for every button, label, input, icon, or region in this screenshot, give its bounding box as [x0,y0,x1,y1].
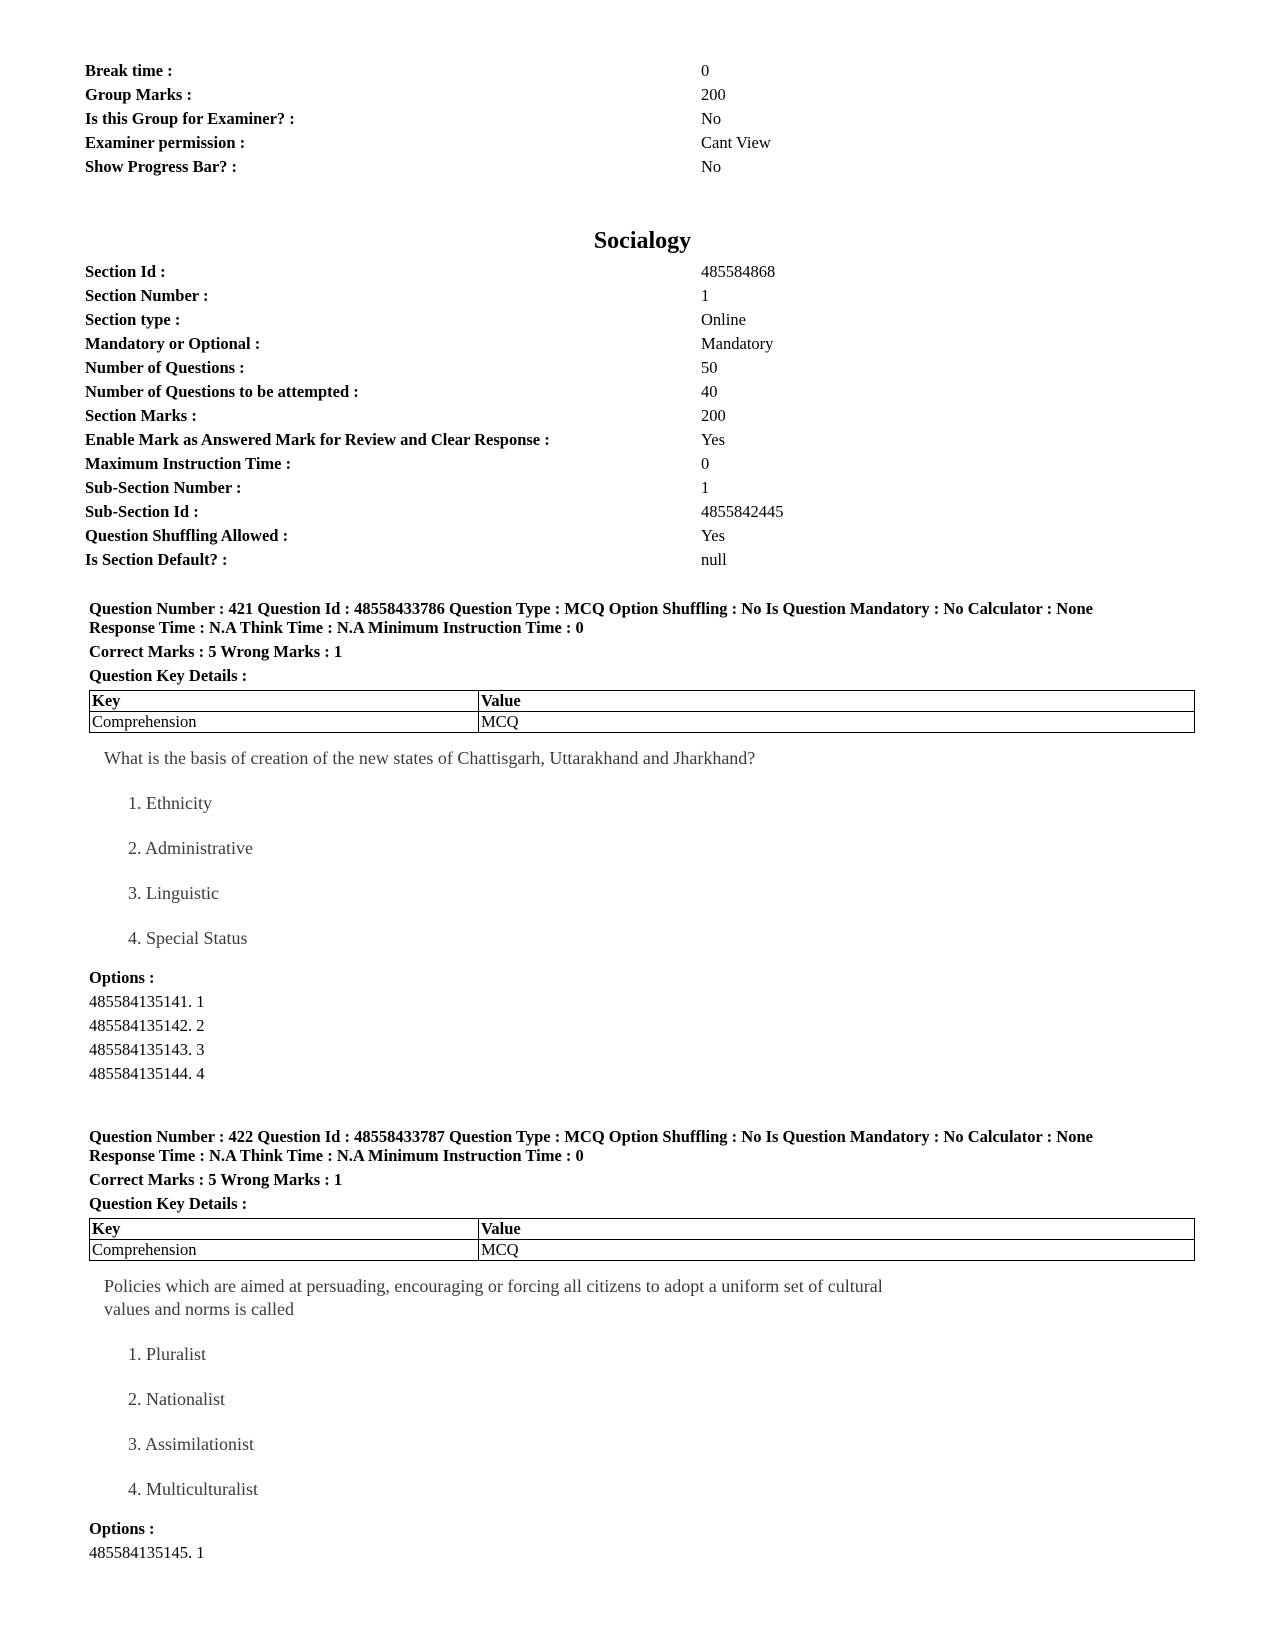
question-block [89,599,1199,1086]
question-header-line: Question Number : 422 Question Id : 48558433787 Question Type : MCQ Option Shuffling : No Is Question Mandatory : No Calculator : None [89,1127,1093,1146]
table-header-row [90,691,1195,712]
section-info-row [85,332,1185,356]
section-info-row [85,524,1185,548]
options-label: Options : [89,968,155,987]
info-value: 200 [701,85,726,104]
question-block [89,1127,1199,1565]
section-info [85,260,1185,572]
key-details-table [89,690,1195,733]
info-key: Number of Questions : [85,358,245,377]
info-key: Section Marks : [85,406,197,425]
info-key: Enable Mark as Answered Mark for Review and Clear Response : [85,430,550,449]
group-info-row [85,107,1185,131]
info-key: Section Number : [85,286,209,305]
question-header-line: Response Time : N.A Think Time : N.A Minimum Instruction Time : 0 [89,1146,584,1165]
question-text-line: values and norms is called [104,1299,294,1319]
info-value: 4855842445 [701,502,784,521]
info-value: 1 [701,286,710,305]
info-key: Section Id : [85,262,166,281]
key-details-table [89,1218,1195,1261]
question-header [89,1127,1199,1165]
key-details-label: Question Key Details : [89,666,248,685]
table-cell: MCQ [479,1240,1195,1261]
section-info-row [85,284,1185,308]
question-header-line: Response Time : N.A Think Time : N.A Minimum Instruction Time : 0 [89,618,584,637]
info-key: Sub-Section Id : [85,502,199,521]
choice-item: 3. Assimilationist [128,1434,255,1454]
info-value: Mandatory [701,334,774,353]
section-info-row [85,452,1185,476]
info-key: Maximum Instruction Time : [85,454,292,473]
info-value: null [701,550,727,569]
question-marks: Correct Marks : 5 Wrong Marks : 1 [89,1170,343,1189]
info-key: Is this Group for Examiner? : [85,109,295,128]
info-value: 1 [701,478,710,497]
info-key: Sub-Section Number : [85,478,242,497]
info-key: Number of Questions to be attempted : [85,382,359,401]
choice-item: 2. Nationalist [128,1389,225,1409]
info-value: 50 [701,358,718,377]
section-info-row [85,308,1185,332]
question-text-line: What is the basis of creation of the new states of Chattisgarh, Uttarakhand and Jharkhand? [104,748,756,768]
option-item: 485584135143. 3 [89,1040,205,1059]
info-key: Show Progress Bar? : [85,157,238,176]
section-title: Socialogy [593,228,692,254]
choice-item: 3. Linguistic [128,883,219,903]
info-value: Yes [701,526,726,545]
table-cell: Comprehension [90,712,479,733]
table-row [90,1240,1195,1261]
group-info-row [85,155,1185,179]
info-key: Group Marks : [85,85,192,104]
choice-item: 1. Pluralist [128,1344,207,1364]
table-cell: MCQ [479,712,1195,733]
section-info-row [85,548,1185,572]
table-row [90,712,1195,733]
group-info-row [85,131,1185,155]
info-key: Question Shuffling Allowed : [85,526,289,545]
table-header-row [90,1219,1195,1240]
section-info-row [85,476,1185,500]
info-value: Online [701,310,746,329]
info-value: Yes [701,430,726,449]
question-content [104,1275,1199,1501]
group-info-row [85,83,1185,107]
choice-item: 4. Special Status [128,928,248,948]
section-info-row [85,404,1185,428]
info-key: Examiner permission : [85,133,246,152]
group-info-row [85,59,1185,83]
choice-item: 1. Ethnicity [128,793,212,813]
option-item: 485584135141. 1 [89,992,205,1011]
table-header-cell: Value [479,1219,1195,1240]
table-header-cell: Key [90,691,479,712]
option-item: 485584135142. 2 [89,1016,205,1035]
question-text [104,1275,1199,1321]
choice-item: 2. Administrative [128,838,253,858]
info-key: Is Section Default? : [85,550,228,569]
section-info-row [85,380,1185,404]
option-item: 485584135144. 4 [89,1064,205,1083]
question-content [104,747,1199,950]
info-value: No [701,109,722,128]
info-key: Mandatory or Optional : [85,334,261,353]
options-block [89,1517,1199,1565]
key-details-label: Question Key Details : [89,1194,248,1213]
choice-item: 4. Multiculturalist [128,1479,258,1499]
table-cell: Comprehension [90,1240,479,1261]
info-value: 0 [701,61,710,80]
options-block [89,966,1199,1086]
question-text [104,747,1199,770]
info-value: 40 [701,382,718,401]
section-info-row [85,428,1185,452]
question-text-line: Policies which are aimed at persuading, encouraging or forcing all citizens to adopt a uniform set of cultural [104,1276,883,1296]
group-info [85,59,1185,179]
question-header-line: Question Number : 421 Question Id : 48558433786 Question Type : MCQ Option Shuffling : No Is Question Mandatory : No Calculator : None [89,599,1093,618]
section-info-row [85,260,1185,284]
options-label: Options : [89,1519,155,1538]
info-value: Cant View [701,133,771,152]
info-value: 0 [701,454,710,473]
table-header-cell: Key [90,1219,479,1240]
section-info-row [85,500,1185,524]
question-marks: Correct Marks : 5 Wrong Marks : 1 [89,642,343,661]
question-header [89,599,1199,637]
table-header-cell: Value [479,691,1195,712]
section-info-row [85,356,1185,380]
option-item: 485584135145. 1 [89,1543,205,1562]
info-value: 485584868 [701,262,776,281]
info-value: No [701,157,722,176]
info-value: 200 [701,406,726,425]
info-key: Section type : [85,310,181,329]
info-key: Break time : [85,61,173,80]
